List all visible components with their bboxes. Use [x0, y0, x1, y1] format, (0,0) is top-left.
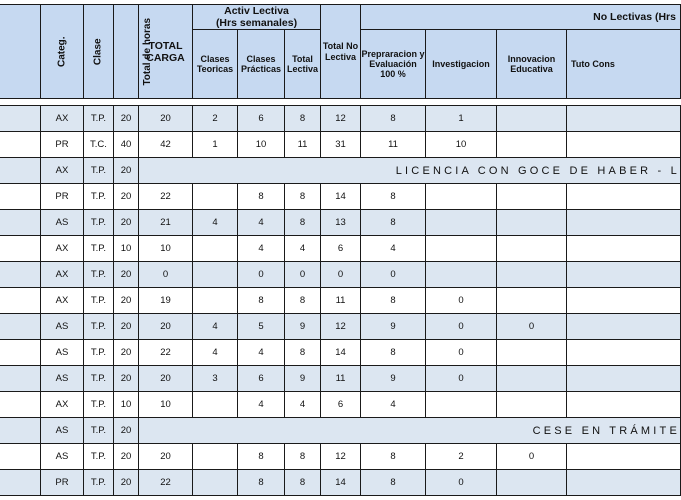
- table-row[interactable]: [0, 340, 681, 366]
- table-cell[interactable]: 0: [497, 314, 567, 340]
- table-cell[interactable]: 9: [361, 314, 426, 340]
- table-cell[interactable]: 1: [193, 132, 238, 158]
- table-cell[interactable]: [567, 444, 681, 470]
- table-cell[interactable]: 9: [285, 366, 321, 392]
- table-cell[interactable]: T.P.: [84, 340, 114, 366]
- table-row[interactable]: [0, 288, 681, 314]
- table-cell[interactable]: T.C.: [84, 132, 114, 158]
- spreadsheet-view: [0, 4, 680, 496]
- header-clase: Clase: [84, 5, 114, 99]
- table-cell[interactable]: [567, 314, 681, 340]
- row-header-cell[interactable]: [0, 184, 41, 210]
- row-header-cell[interactable]: [0, 236, 41, 262]
- table-cell[interactable]: 20: [114, 470, 139, 496]
- table-cell[interactable]: AX: [41, 158, 84, 184]
- table-cell[interactable]: T.P.: [84, 444, 114, 470]
- table-cell[interactable]: [193, 184, 238, 210]
- header-activ-lectiva: [193, 5, 321, 30]
- table-cell[interactable]: 4: [193, 340, 238, 366]
- table-cell[interactable]: T.P.: [84, 366, 114, 392]
- table-cell[interactable]: [497, 470, 567, 496]
- table-cell[interactable]: 4: [238, 340, 285, 366]
- table-cell[interactable]: 22: [139, 470, 193, 496]
- table-cell[interactable]: [497, 262, 567, 288]
- header-activ-lectiva-title: Activ Lectiva: [224, 5, 289, 17]
- table-cell[interactable]: [497, 106, 567, 132]
- table-cell[interactable]: 20: [114, 340, 139, 366]
- table-cell[interactable]: 8: [285, 106, 321, 132]
- table-cell[interactable]: 19: [139, 288, 193, 314]
- table-cell[interactable]: 0: [426, 288, 497, 314]
- table-cell[interactable]: PR: [41, 184, 84, 210]
- header-no-lectivas: No Lectivas (Hrs: [361, 5, 681, 30]
- table-cell[interactable]: 0: [426, 470, 497, 496]
- note-text: CESE EN TRÁMITE: [532, 424, 680, 437]
- table-cell[interactable]: [567, 288, 681, 314]
- table-cell[interactable]: 20: [139, 444, 193, 470]
- row-header-cell[interactable]: [0, 418, 41, 444]
- table-cell[interactable]: 4: [361, 392, 426, 418]
- table-cell[interactable]: 42: [139, 132, 193, 158]
- header-total-carga: TOTAL CARGA: [139, 5, 193, 99]
- table-cell[interactable]: 20: [114, 288, 139, 314]
- table-cell[interactable]: [567, 392, 681, 418]
- table-cell[interactable]: T.P.: [84, 470, 114, 496]
- table-cell[interactable]: [193, 236, 238, 262]
- table-cell[interactable]: 0: [238, 262, 285, 288]
- header-preparacion: Prepraracion y Evaluación 100 %: [361, 30, 426, 99]
- table-cell[interactable]: 11: [321, 288, 361, 314]
- table-cell[interactable]: 8: [361, 210, 426, 236]
- table-cell[interactable]: AS: [41, 444, 84, 470]
- table-cell[interactable]: T.P.: [84, 106, 114, 132]
- table-cell[interactable]: 14: [321, 184, 361, 210]
- row-header-cell[interactable]: [0, 262, 41, 288]
- table-cell[interactable]: 8: [361, 106, 426, 132]
- row-header-cell[interactable]: [0, 470, 41, 496]
- table-cell[interactable]: 0: [285, 262, 321, 288]
- table-cell[interactable]: 10: [139, 392, 193, 418]
- table-cell[interactable]: [497, 236, 567, 262]
- row-header-cell[interactable]: [0, 314, 41, 340]
- table-cell[interactable]: [426, 210, 497, 236]
- table-cell[interactable]: 2: [193, 106, 238, 132]
- table-cell[interactable]: 20: [114, 444, 139, 470]
- table-row[interactable]: [0, 314, 681, 340]
- table-row[interactable]: [0, 366, 681, 392]
- table-cell[interactable]: 9: [285, 314, 321, 340]
- table-cell[interactable]: 10: [114, 236, 139, 262]
- table-cell[interactable]: 8: [361, 340, 426, 366]
- table-cell[interactable]: [193, 444, 238, 470]
- table-cell[interactable]: [567, 262, 681, 288]
- header-tutoria: Tuto Cons: [567, 30, 681, 99]
- table-cell[interactable]: [193, 470, 238, 496]
- header-innovacion: Innovacion Educativa: [497, 30, 567, 99]
- header-clases-practicas: Clases Prácticas: [238, 30, 285, 99]
- table-cell[interactable]: T.P.: [84, 418, 114, 444]
- table-cell[interactable]: [497, 184, 567, 210]
- table-cell[interactable]: 10: [238, 132, 285, 158]
- table-cell[interactable]: [497, 366, 567, 392]
- table-cell[interactable]: 22: [139, 184, 193, 210]
- table-cell[interactable]: [567, 366, 681, 392]
- header-total-lectiva: Total Lectiva: [285, 30, 321, 99]
- table-cell[interactable]: 0: [361, 262, 426, 288]
- table-cell[interactable]: 4: [193, 314, 238, 340]
- row-header-cell[interactable]: [0, 392, 41, 418]
- table-row[interactable]: [0, 210, 681, 236]
- table-cell[interactable]: [497, 132, 567, 158]
- table-cell[interactable]: 1: [426, 106, 497, 132]
- table-cell[interactable]: AS: [41, 418, 84, 444]
- table-cell[interactable]: PR: [41, 132, 84, 158]
- table-cell[interactable]: 3: [193, 366, 238, 392]
- table-cell[interactable]: 20: [139, 366, 193, 392]
- table-cell[interactable]: AX: [41, 392, 84, 418]
- table-cell[interactable]: AX: [41, 288, 84, 314]
- table-row[interactable]: [0, 236, 681, 262]
- table-cell[interactable]: 8: [361, 444, 426, 470]
- table-cell[interactable]: 6: [238, 106, 285, 132]
- table-cell[interactable]: [426, 262, 497, 288]
- table-row[interactable]: [0, 132, 681, 158]
- table-cell[interactable]: AS: [41, 314, 84, 340]
- table-cell[interactable]: 0: [426, 314, 497, 340]
- table-cell[interactable]: 2: [426, 444, 497, 470]
- table-cell[interactable]: T.P.: [84, 158, 114, 184]
- table-cell[interactable]: 10: [114, 392, 139, 418]
- table-cell[interactable]: 8: [238, 470, 285, 496]
- table-cell[interactable]: 4: [238, 210, 285, 236]
- table-cell[interactable]: T.P.: [84, 288, 114, 314]
- table-cell[interactable]: AS: [41, 210, 84, 236]
- header-clases-teoricas: Clases Teoricas: [193, 30, 238, 99]
- header-categ: Categ.: [41, 5, 84, 99]
- table-cell[interactable]: 20: [114, 314, 139, 340]
- table-cell[interactable]: AX: [41, 106, 84, 132]
- table-cell[interactable]: 0: [497, 444, 567, 470]
- table-cell[interactable]: 6: [238, 366, 285, 392]
- table-cell[interactable]: 4: [285, 236, 321, 262]
- table-cell[interactable]: [497, 210, 567, 236]
- workload-table: [0, 4, 681, 496]
- table-cell[interactable]: 20: [139, 314, 193, 340]
- table-row[interactable]: [0, 470, 681, 496]
- row-header-cell[interactable]: [0, 366, 41, 392]
- row-header-cell[interactable]: [0, 158, 41, 184]
- row-header-cell[interactable]: [0, 288, 41, 314]
- table-cell[interactable]: 8: [238, 184, 285, 210]
- table-cell[interactable]: T.P.: [84, 236, 114, 262]
- header-total-horas: Total de horas: [114, 5, 139, 99]
- table-cell[interactable]: 22: [139, 340, 193, 366]
- table-cell[interactable]: AS: [41, 366, 84, 392]
- row-header-blank: [0, 5, 41, 99]
- spacer-row: [0, 99, 681, 106]
- table-cell[interactable]: 4: [238, 392, 285, 418]
- table-cell[interactable]: 9: [361, 366, 426, 392]
- table-cell[interactable]: 12: [321, 314, 361, 340]
- table-body: [0, 99, 681, 496]
- row-header-cell[interactable]: [0, 340, 41, 366]
- header-activ-lectiva-sub: (Hrs semanales): [215, 17, 298, 30]
- table-cell[interactable]: 11: [285, 132, 321, 158]
- table-cell[interactable]: 8: [238, 444, 285, 470]
- table-cell[interactable]: AS: [41, 340, 84, 366]
- table-cell[interactable]: T.P.: [84, 184, 114, 210]
- header-total-no-lectiva: Total No Lectiva: [321, 5, 361, 99]
- table-cell[interactable]: [426, 236, 497, 262]
- table-cell[interactable]: [193, 288, 238, 314]
- table-cell[interactable]: 20: [114, 184, 139, 210]
- merged-note-cell[interactable]: [139, 158, 681, 184]
- table-cell[interactable]: [567, 184, 681, 210]
- table-cell[interactable]: 20: [114, 210, 139, 236]
- table-cell[interactable]: PR: [41, 470, 84, 496]
- table-cell[interactable]: 4: [285, 392, 321, 418]
- table-cell[interactable]: 8: [285, 340, 321, 366]
- table-cell[interactable]: 11: [361, 132, 426, 158]
- table-cell[interactable]: 8: [285, 470, 321, 496]
- table-cell[interactable]: [567, 236, 681, 262]
- merged-note-cell[interactable]: [139, 418, 681, 444]
- table-cell[interactable]: 8: [361, 184, 426, 210]
- table-cell[interactable]: 8: [285, 184, 321, 210]
- table-cell[interactable]: [567, 210, 681, 236]
- table-cell[interactable]: 20: [139, 106, 193, 132]
- table-cell[interactable]: 8: [285, 210, 321, 236]
- table-cell[interactable]: 8: [361, 288, 426, 314]
- table-row[interactable]: [0, 158, 681, 184]
- row-header-cell[interactable]: [0, 210, 41, 236]
- table-cell[interactable]: T.P.: [84, 392, 114, 418]
- table-cell[interactable]: 0: [321, 262, 361, 288]
- table-cell[interactable]: 8: [285, 444, 321, 470]
- table-cell[interactable]: 14: [321, 340, 361, 366]
- table-cell[interactable]: 6: [321, 236, 361, 262]
- table-cell[interactable]: [426, 392, 497, 418]
- table-cell[interactable]: [193, 392, 238, 418]
- table-cell[interactable]: 11: [321, 366, 361, 392]
- table-cell[interactable]: [567, 470, 681, 496]
- table-cell[interactable]: [497, 288, 567, 314]
- table-cell[interactable]: 20: [114, 418, 139, 444]
- table-row[interactable]: [0, 444, 681, 470]
- table-cell[interactable]: 20: [114, 366, 139, 392]
- table-cell[interactable]: 4: [193, 210, 238, 236]
- table-cell[interactable]: T.P.: [84, 262, 114, 288]
- table-cell[interactable]: 21: [139, 210, 193, 236]
- table-cell[interactable]: 31: [321, 132, 361, 158]
- table-row[interactable]: [0, 184, 681, 210]
- table-cell[interactable]: 8: [238, 288, 285, 314]
- table-cell[interactable]: 14: [321, 470, 361, 496]
- header-investigacion: Investigacion: [426, 30, 497, 99]
- table-cell[interactable]: [497, 340, 567, 366]
- table-cell[interactable]: [567, 132, 681, 158]
- table-cell[interactable]: 0: [426, 340, 497, 366]
- row-header-cell[interactable]: [0, 106, 41, 132]
- table-cell[interactable]: 10: [426, 132, 497, 158]
- note-text: LICENCIA CON GOCE DE HABER - L: [395, 164, 680, 177]
- table-cell[interactable]: [567, 340, 681, 366]
- table-cell[interactable]: 8: [361, 470, 426, 496]
- table-cell[interactable]: 12: [321, 106, 361, 132]
- table-cell[interactable]: 5: [238, 314, 285, 340]
- table-row[interactable]: [0, 106, 681, 132]
- row-header-cell[interactable]: [0, 132, 41, 158]
- table-cell[interactable]: 20: [114, 158, 139, 184]
- table-cell[interactable]: T.P.: [84, 314, 114, 340]
- table-cell[interactable]: 40: [114, 132, 139, 158]
- table-cell[interactable]: [497, 392, 567, 418]
- row-header-cell[interactable]: [0, 444, 41, 470]
- table-row[interactable]: [0, 418, 681, 444]
- table-cell[interactable]: 20: [114, 106, 139, 132]
- table-cell[interactable]: 4: [361, 236, 426, 262]
- table-cell[interactable]: [567, 106, 681, 132]
- table-cell[interactable]: 0: [426, 366, 497, 392]
- table-cell[interactable]: 6: [321, 392, 361, 418]
- table-cell[interactable]: T.P.: [84, 210, 114, 236]
- table-cell[interactable]: 12: [321, 444, 361, 470]
- table-cell[interactable]: AX: [41, 262, 84, 288]
- table-row[interactable]: [0, 392, 681, 418]
- table-cell[interactable]: 0: [139, 262, 193, 288]
- table-cell[interactable]: [426, 184, 497, 210]
- table-cell[interactable]: 10: [139, 236, 193, 262]
- table-cell[interactable]: [193, 262, 238, 288]
- table-cell[interactable]: 8: [285, 288, 321, 314]
- table-cell[interactable]: 13: [321, 210, 361, 236]
- table-row[interactable]: [0, 262, 681, 288]
- table-cell[interactable]: AX: [41, 236, 84, 262]
- table-cell[interactable]: 20: [114, 262, 139, 288]
- table-cell[interactable]: 4: [238, 236, 285, 262]
